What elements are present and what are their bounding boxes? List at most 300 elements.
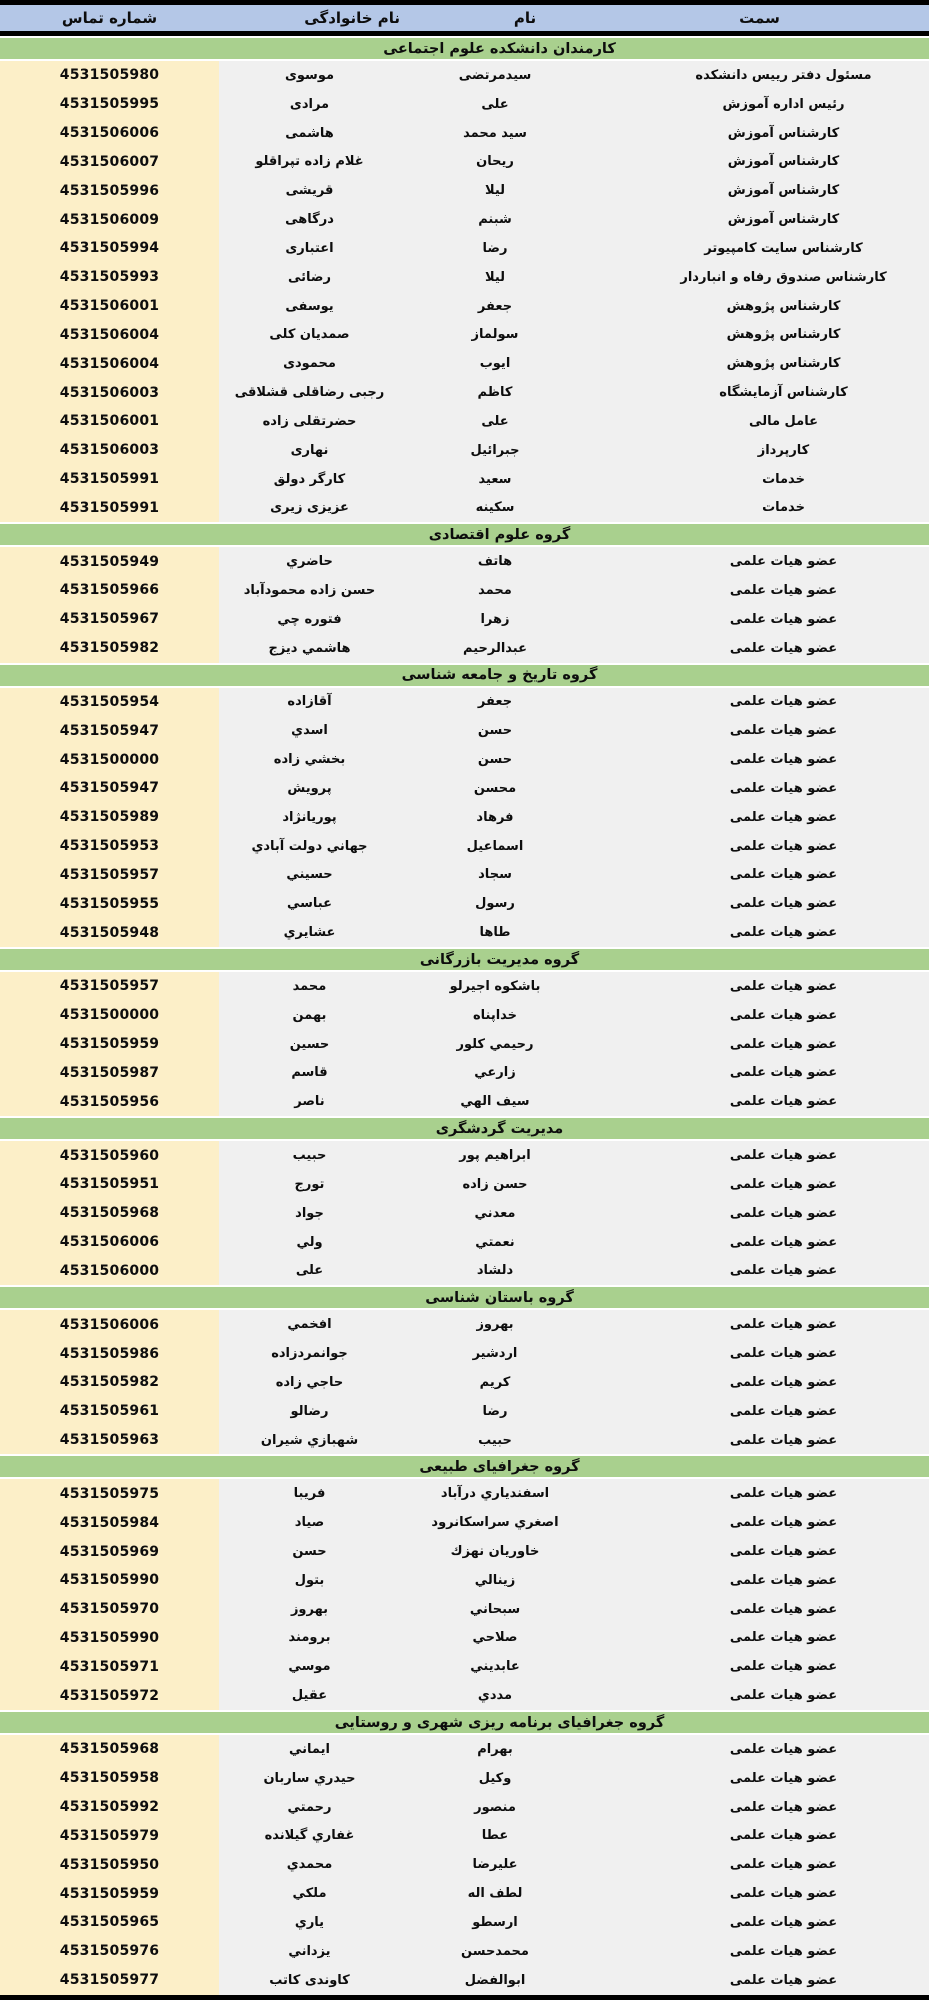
- cell-phone: 4531505960: [0, 1141, 219, 1170]
- table-row: [0, 1059, 929, 1088]
- cell-phone: 4531506006: [0, 1228, 219, 1257]
- cell-first-name: خداپناه: [472, 1007, 518, 1023]
- table-row: [0, 918, 929, 947]
- cell-last-name: پوریانژاد: [282, 809, 337, 825]
- cell-first-name: سعید: [478, 471, 512, 487]
- table-row: [0, 465, 929, 494]
- cell-last-name: عزیزی زیری: [270, 500, 349, 516]
- cell-position: عضو هیات علمی: [729, 640, 838, 656]
- cell-position: عضو هیات علمی: [729, 1065, 838, 1081]
- cell-phone: 4531505982: [0, 1368, 219, 1397]
- cell-first-name: محمدحسن: [461, 1943, 529, 1959]
- cell-first-name: زهرا: [480, 611, 510, 627]
- table-row: [0, 1879, 929, 1908]
- cell-position: عضو هیات علمی: [729, 1544, 838, 1559]
- section-header: [0, 524, 929, 545]
- cell-position: عضو هیات علمی: [729, 1886, 838, 1902]
- section-header: [0, 1287, 929, 1308]
- cell-first-name: کاظم: [477, 385, 513, 401]
- cell-phone: 4531505966: [0, 576, 219, 605]
- cell-last-name: ناصر: [294, 1094, 325, 1110]
- table-row: [0, 547, 929, 576]
- cell-phone: 4531506003: [0, 378, 219, 407]
- cell-last-name: ملکي: [292, 1886, 327, 1902]
- section-title: گروه جغرافیای طبیعی: [419, 1458, 580, 1475]
- cell-phone: 4531506003: [0, 436, 219, 465]
- table-row: [0, 1822, 929, 1851]
- cell-phone: 4531506001: [0, 407, 219, 436]
- cell-phone: 4531505951: [0, 1170, 219, 1199]
- cell-phone: 4531506004: [0, 320, 219, 349]
- cell-last-name: حاجي زاده: [275, 1374, 344, 1390]
- section-title: کارمندان دانشکده علوم اجتماعی: [383, 40, 616, 57]
- section-header: [0, 1118, 929, 1139]
- section-title: گروه باستان شناسی: [425, 1289, 574, 1306]
- table-row: [0, 1793, 929, 1822]
- table-row: [0, 688, 929, 717]
- cell-position: عامل مالی: [749, 413, 818, 429]
- table-row: [0, 1256, 929, 1285]
- cell-last-name: رضالو: [290, 1403, 329, 1419]
- cell-position: عضو هیات علمی: [729, 978, 838, 994]
- cell-position: عضو هیات علمی: [729, 1432, 838, 1448]
- cell-first-name: زارعي: [474, 1065, 516, 1081]
- table-row: [0, 889, 929, 918]
- cell-position: عضو هیات علمی: [729, 1346, 838, 1362]
- cell-position: عضو هیات علمی: [729, 694, 838, 710]
- cell-position: کارپرداز: [757, 442, 810, 458]
- table-row: [0, 61, 929, 90]
- cell-first-name: جبرائیل: [470, 442, 520, 458]
- cell-phone: 4531505982: [0, 634, 219, 663]
- cell-last-name: برومند: [288, 1630, 331, 1646]
- cell-position: عضو هیات علمی: [729, 1403, 838, 1419]
- section-title: مدیریت گردشگری: [435, 1120, 564, 1137]
- cell-phone: 4531505950: [0, 1850, 219, 1879]
- cell-phone: 4531505961: [0, 1397, 219, 1426]
- cell-first-name: حسن: [477, 752, 513, 768]
- cell-last-name: عباسي: [286, 896, 332, 912]
- cell-phone: 4531500000: [0, 745, 219, 774]
- section-title: گروه جغرافیای برنامه ریزی شهری و روستایی: [334, 1714, 665, 1731]
- cell-last-name: حسین: [289, 1036, 330, 1052]
- cell-phone: 4531506007: [0, 147, 219, 176]
- cell-first-name: ایوب: [479, 356, 511, 372]
- cell-position: کارشناس سایت کامپیوتر: [704, 240, 863, 256]
- cell-last-name: شهبازي شیران: [260, 1432, 359, 1448]
- cell-last-name: هاشمي دیزج: [268, 640, 351, 656]
- cell-position: عضو هیات علمی: [729, 1036, 838, 1052]
- table-row: [0, 292, 929, 321]
- cell-last-name: فریبا: [293, 1486, 326, 1502]
- cell-phone: 4531505979: [0, 1822, 219, 1851]
- cell-position: کارشناس پژوهش: [726, 298, 841, 314]
- cell-position: عضو هیات علمی: [729, 1799, 838, 1815]
- cell-position: عضو هیات علمی: [729, 1205, 838, 1221]
- section-header: [0, 1456, 929, 1477]
- table-row: [0, 1479, 929, 1508]
- cell-phone: 4531505980: [0, 61, 219, 90]
- cell-last-name: ایماني: [289, 1741, 330, 1757]
- cell-first-name: عطا: [481, 1828, 509, 1844]
- cell-last-name: محمودی: [283, 356, 336, 372]
- cell-position: کارشناس آموزش: [727, 125, 840, 141]
- cell-last-name: اعتباری: [285, 240, 334, 256]
- cell-position: عضو هیات علمی: [729, 1007, 838, 1023]
- cell-position: عضو هیات علمی: [729, 809, 838, 825]
- cell-phone: 4531505991: [0, 493, 219, 522]
- cell-position: عضو هیات علمی: [729, 723, 838, 739]
- cell-phone: 4531505975: [0, 1479, 219, 1508]
- cell-position: عضو هیات علمی: [729, 1630, 838, 1646]
- cell-position: مسئول دفتر رییس دانشکده: [695, 67, 872, 83]
- cell-phone: 4531505959: [0, 1030, 219, 1059]
- cell-first-name: سبحاني: [469, 1601, 521, 1617]
- table-row: [0, 1937, 929, 1966]
- cell-phone: 4531505957: [0, 861, 219, 890]
- cell-phone: 4531505967: [0, 605, 219, 634]
- table-row: [0, 972, 929, 1001]
- cell-phone: 4531505957: [0, 972, 219, 1001]
- cell-last-name: تورج: [294, 1176, 325, 1192]
- cell-first-name: محمد: [478, 582, 512, 598]
- cell-last-name: بهروز: [290, 1601, 329, 1617]
- cell-position: عضو هیات علمی: [729, 1515, 838, 1531]
- table-row: [0, 1735, 929, 1764]
- cell-first-name: کریم: [479, 1374, 511, 1390]
- cell-first-name: سجاد: [478, 867, 512, 883]
- table-row: [0, 1966, 929, 1995]
- cell-first-name: حسن: [477, 723, 513, 739]
- cell-last-name: رضائی: [288, 269, 331, 285]
- table-row: [0, 1595, 929, 1624]
- section-header: [0, 665, 929, 686]
- cell-position: عضو هیات علمی: [729, 582, 838, 598]
- cell-last-name: کارگر دولق: [273, 471, 346, 487]
- cell-first-name: سید محمد: [463, 125, 527, 141]
- cell-last-name: بخشي زاده: [273, 752, 346, 768]
- cell-position: عضو هیات علمی: [729, 867, 838, 883]
- cell-phone: 4531506000: [0, 1256, 219, 1285]
- cell-last-name: قریشی: [285, 183, 334, 199]
- cell-first-name: حبیب: [478, 1432, 512, 1448]
- cell-position: عضو هیات علمی: [729, 780, 838, 796]
- cell-first-name: سولماز: [471, 327, 519, 343]
- cell-position: رئیس اداره آموزش: [722, 96, 845, 112]
- table-body: [0, 38, 929, 1995]
- cell-phone: 4531505948: [0, 918, 219, 947]
- cell-position: عضو هیات علمی: [729, 1741, 838, 1757]
- cell-position: کارشناس آزمایشگاه: [719, 385, 848, 401]
- section-title: گروه مدیریت بازرگانی: [419, 951, 580, 968]
- header-divider: [0, 31, 929, 36]
- cell-first-name: حسن زاده: [462, 1176, 528, 1192]
- cell-position: عضو هیات علمی: [729, 1148, 838, 1164]
- cell-last-name: جهاني دولت آبادي: [251, 838, 368, 854]
- cell-phone: 4531505955: [0, 889, 219, 918]
- table-row: [0, 176, 929, 205]
- cell-position: عضو هیات علمی: [729, 1094, 838, 1110]
- cell-first-name: رضا: [482, 1403, 508, 1419]
- cell-first-name: طاها: [479, 925, 511, 941]
- table-row: [0, 861, 929, 890]
- cell-first-name: مددي: [477, 1688, 513, 1704]
- cell-position: عضو هیات علمی: [729, 1572, 838, 1588]
- column-header-first-name: نام: [513, 9, 537, 27]
- cell-phone: 4531505984: [0, 1508, 219, 1537]
- cell-last-name: صمدیان کلی: [269, 327, 350, 343]
- cell-first-name: علی: [481, 413, 509, 429]
- table-row: [0, 1310, 929, 1339]
- cell-position: عضو هیات علمی: [729, 1317, 838, 1333]
- cell-position: عضو هیات علمی: [729, 838, 838, 854]
- cell-phone: 4531505965: [0, 1908, 219, 1937]
- cell-last-name: افخمي: [287, 1317, 332, 1333]
- cell-phone: 4531505963: [0, 1426, 219, 1455]
- cell-first-name: زینالي: [474, 1572, 516, 1588]
- cell-first-name: علی: [481, 96, 509, 112]
- cell-last-name: حاضري: [286, 554, 333, 570]
- table-row: [0, 605, 929, 634]
- cell-last-name: رجبی رضاقلی قشلاقی: [234, 385, 385, 401]
- cell-phone: 4531505976: [0, 1937, 219, 1966]
- column-header-last-name: نام خانوادگی: [304, 9, 400, 27]
- table-row: [0, 1566, 929, 1595]
- cell-phone: 4531505991: [0, 465, 219, 494]
- cell-position: عضو هیات علمی: [729, 896, 838, 912]
- cell-position: کارشناس پژوهش: [726, 327, 841, 343]
- cell-first-name: اسماعیل: [466, 838, 524, 854]
- table-row: [0, 90, 929, 119]
- cell-first-name: رحیمي کلور: [456, 1036, 534, 1052]
- table-row: [0, 1652, 929, 1681]
- cell-phone: 4531505959: [0, 1879, 219, 1908]
- cell-phone: 4531505989: [0, 803, 219, 832]
- cell-last-name: حسن زاده محمودآباد: [243, 582, 376, 598]
- table-row: [0, 576, 929, 605]
- cell-position: عضو هیات علمی: [729, 1828, 838, 1844]
- cell-phone: 4531505949: [0, 547, 219, 576]
- cell-position: خدمات: [762, 471, 805, 487]
- table-row: [0, 1426, 929, 1455]
- cell-phone: 4531506006: [0, 119, 219, 148]
- cell-first-name: رسول: [475, 896, 515, 912]
- cell-position: عضو هیات علمی: [729, 1972, 838, 1988]
- cell-position: عضو هیات علمی: [729, 1688, 838, 1704]
- cell-last-name: محمدي: [286, 1857, 333, 1873]
- cell-position: کارشناس آموزش: [727, 183, 840, 199]
- cell-first-name: سیف الهي: [460, 1094, 530, 1110]
- cell-position: عضو هیات علمی: [729, 1659, 838, 1675]
- cell-last-name: قاسم: [291, 1065, 328, 1081]
- cell-position: عضو هیات علمی: [729, 1770, 838, 1786]
- table-row: [0, 320, 929, 349]
- cell-first-name: سیدمرتضی: [458, 67, 532, 83]
- cell-last-name: هاشمی: [285, 125, 334, 141]
- cell-last-name: آقازاده: [287, 694, 332, 710]
- cell-phone: 4531506009: [0, 205, 219, 234]
- section-title: گروه تاریخ و جامعه شناسی: [401, 667, 598, 684]
- table-row: [0, 1228, 929, 1257]
- table-row: [0, 378, 929, 407]
- cell-first-name: معدني: [474, 1205, 516, 1221]
- cell-first-name: صلاحي: [472, 1630, 518, 1646]
- cell-first-name: عبدالرحیم: [463, 640, 527, 656]
- cell-last-name: جواد: [295, 1205, 324, 1221]
- cell-last-name: حبیب: [292, 1148, 327, 1164]
- cell-first-name: جعفر: [477, 694, 513, 710]
- table-row: [0, 1141, 929, 1170]
- cell-phone: 4531500000: [0, 1001, 219, 1030]
- cell-position: عضو هیات علمی: [729, 1943, 838, 1959]
- cell-phone: 4531505987: [0, 1059, 219, 1088]
- table-row: [0, 1397, 929, 1426]
- cell-phone: 4531505995: [0, 90, 219, 119]
- cell-first-name: لطف اله: [467, 1886, 523, 1902]
- cell-first-name: عابدیني: [470, 1659, 520, 1675]
- table-row: [0, 745, 929, 774]
- section-header: [0, 1712, 929, 1733]
- cell-phone: 4531505968: [0, 1199, 219, 1228]
- cell-first-name: بهروز: [476, 1317, 514, 1333]
- cell-phone: 4531505972: [0, 1681, 219, 1710]
- cell-last-name: حیدري ساربان: [263, 1770, 356, 1786]
- cell-first-name: باشکوه اجیرلو: [449, 978, 541, 994]
- cell-first-name: لیلا: [484, 183, 506, 199]
- cell-position: عضو هیات علمی: [729, 1234, 838, 1250]
- cell-phone: 4531505970: [0, 1595, 219, 1624]
- table-row: [0, 407, 929, 436]
- cell-position: عضو هیات علمی: [729, 1374, 838, 1390]
- table-row: [0, 1170, 929, 1199]
- cell-first-name: بهرام: [477, 1741, 513, 1757]
- table-row: [0, 832, 929, 861]
- cell-first-name: اردشیر: [472, 1346, 518, 1362]
- cell-position: خدمات: [762, 500, 805, 516]
- cell-position: عضو هیات علمی: [729, 554, 838, 570]
- cell-position: عضو هیات علمی: [729, 1263, 838, 1279]
- cell-last-name: عشایري: [283, 925, 336, 941]
- cell-first-name: محسن: [473, 780, 517, 796]
- table-row: [0, 1624, 929, 1653]
- cell-first-name: لیلا: [484, 269, 506, 285]
- cell-first-name: شبنم: [478, 212, 512, 228]
- cell-first-name: جعفر: [477, 298, 513, 314]
- cell-first-name: ابراهیم پور: [459, 1148, 531, 1164]
- table-row: [0, 1681, 929, 1710]
- table-row: [0, 234, 929, 263]
- table-header-row: [0, 5, 929, 31]
- section-header: [0, 38, 929, 59]
- table-row: [0, 119, 929, 148]
- cell-position: عضو هیات علمی: [729, 1176, 838, 1192]
- cell-last-name: عقیل: [291, 1688, 328, 1704]
- table-row: [0, 1030, 929, 1059]
- cell-phone: 4531505994: [0, 234, 219, 263]
- cell-last-name: کاوندی کاتب: [269, 1972, 350, 1988]
- table-row: [0, 1537, 929, 1566]
- cell-first-name: ارسطو: [472, 1914, 518, 1930]
- cell-phone: 4531505996: [0, 176, 219, 205]
- cell-position: عضو هیات علمی: [729, 1857, 838, 1873]
- cell-first-name: منصور: [474, 1799, 516, 1815]
- cell-last-name: رحمتي: [287, 1799, 332, 1815]
- column-header-phone: شماره تماس: [61, 9, 158, 27]
- table-row: [0, 1908, 929, 1937]
- cell-phone: 4531506006: [0, 1310, 219, 1339]
- cell-first-name: خاوریان نهزك: [450, 1544, 540, 1559]
- cell-position: عضو هیات علمی: [729, 611, 838, 627]
- table-row: [0, 205, 929, 234]
- cell-phone: 4531505954: [0, 688, 219, 717]
- cell-phone: 4531505947: [0, 716, 219, 745]
- cell-phone: 4531505971: [0, 1652, 219, 1681]
- table-row: [0, 349, 929, 378]
- cell-phone: 4531505986: [0, 1339, 219, 1368]
- cell-last-name: فتوره چي: [277, 611, 342, 627]
- cell-last-name: علی: [295, 1263, 324, 1279]
- cell-last-name: ولي: [296, 1234, 323, 1250]
- cell-position: کارشناس آموزش: [727, 154, 840, 170]
- table-row: [0, 1764, 929, 1793]
- cell-last-name: پرویش: [287, 780, 332, 796]
- cell-last-name: بتول: [294, 1572, 325, 1588]
- cell-phone: 4531505990: [0, 1566, 219, 1595]
- section-header: [0, 949, 929, 970]
- cell-position: کارشناس صندوق رفاه و انباردار: [680, 269, 887, 285]
- cell-last-name: جوانمردزاده: [271, 1346, 348, 1362]
- cell-first-name: فرهاد: [476, 809, 514, 825]
- cell-position: کارشناس پژوهش: [726, 356, 841, 372]
- cell-last-name: غلام زاده تپراقلو: [255, 154, 364, 170]
- cell-phone: 4531506001: [0, 292, 219, 321]
- cell-first-name: اصغري سراسکانرود: [431, 1515, 559, 1531]
- cell-last-name: یوسفی: [285, 298, 334, 314]
- cell-phone: 4531505990: [0, 1624, 219, 1653]
- table-row: [0, 634, 929, 663]
- cell-first-name: نعمتي: [475, 1234, 515, 1250]
- table-row: [0, 493, 929, 522]
- cell-phone: 4531505958: [0, 1764, 219, 1793]
- table-row: [0, 1368, 929, 1397]
- cell-last-name: درگاهی: [285, 212, 334, 228]
- cell-position: عضو هیات علمی: [729, 925, 838, 941]
- cell-last-name: صیاد: [294, 1515, 325, 1531]
- cell-phone: 4531505947: [0, 774, 219, 803]
- cell-position: عضو هیات علمی: [729, 1601, 838, 1617]
- table-bottom-border: [0, 1995, 929, 2000]
- table-row: [0, 716, 929, 745]
- column-header-position: سمت: [739, 9, 780, 27]
- cell-first-name: ابوالفضل: [464, 1972, 526, 1988]
- cell-last-name: بهمن: [292, 1007, 327, 1023]
- table-row: [0, 1339, 929, 1368]
- cell-last-name: یزداني: [288, 1943, 331, 1959]
- cell-position: کارشناس آموزش: [727, 212, 840, 228]
- cell-last-name: اسدي: [291, 723, 328, 739]
- cell-last-name: غفاري گیلانده: [264, 1828, 355, 1844]
- cell-last-name: محمد: [292, 978, 327, 994]
- cell-first-name: دلشاد: [476, 1263, 514, 1279]
- cell-first-name: رضا: [482, 240, 508, 256]
- table-row: [0, 436, 929, 465]
- cell-last-name: مرادی: [289, 96, 330, 112]
- cell-last-name: موسي: [288, 1659, 331, 1675]
- table-row: [0, 147, 929, 176]
- cell-phone: 4531506004: [0, 349, 219, 378]
- cell-phone: 4531505953: [0, 832, 219, 861]
- table-row: [0, 1850, 929, 1879]
